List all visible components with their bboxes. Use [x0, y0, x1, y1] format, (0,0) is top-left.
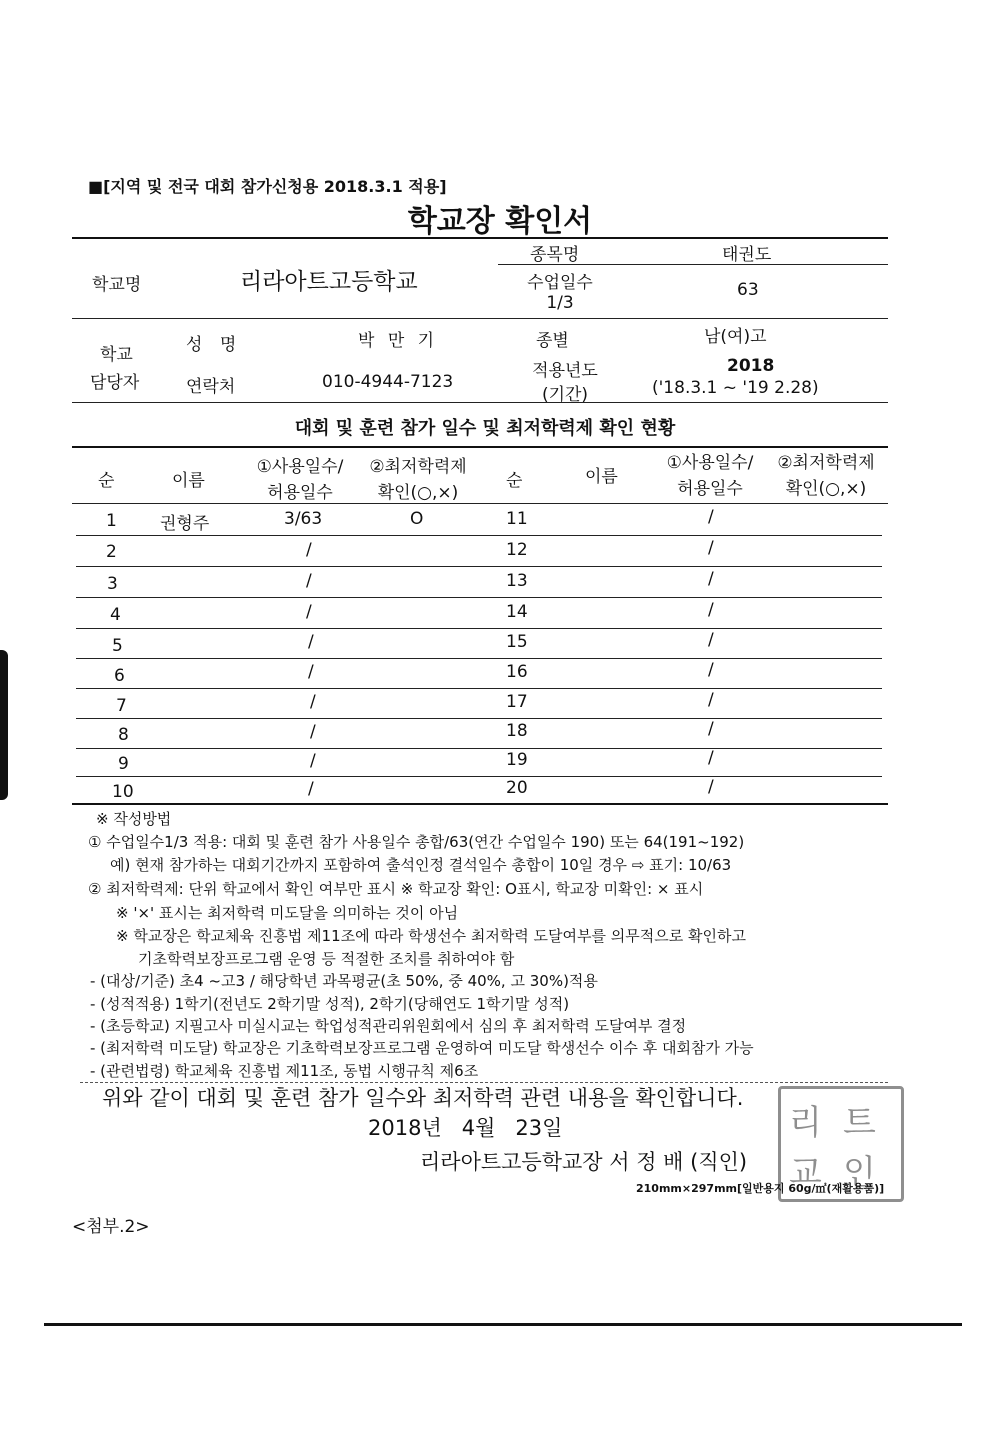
- row-no: 1: [106, 511, 117, 531]
- row-no: 15: [506, 632, 528, 652]
- row-line: [76, 566, 882, 567]
- col-name-right: 이름: [585, 467, 618, 487]
- table-bottom-line: [72, 803, 888, 805]
- note-item: ※ 학교장은 학교체육 진흥법 제11조에 따라 학생선수 최저학력 도달여부를 의무적으로 확인하고: [116, 927, 746, 945]
- row-no: 16: [506, 662, 528, 682]
- row-days: /: [306, 540, 312, 560]
- table-header-line: [72, 503, 888, 504]
- row-no: 9: [118, 754, 129, 774]
- row-line: [76, 535, 882, 536]
- row-days: /: [708, 569, 714, 589]
- row-no: 7: [116, 696, 127, 716]
- col-days: ①사용일수/: [256, 457, 344, 477]
- confirm-date: 2018년 4월 23일: [368, 1116, 563, 1140]
- row-line: [76, 628, 882, 629]
- note-item: - (성적적용) 1학기(전년도 2학기말 성적), 2학기(당해연도 1학기말 성적): [90, 995, 570, 1013]
- footer-line: [44, 1323, 962, 1326]
- row-no: 8: [118, 725, 129, 745]
- event-label: 종목명: [530, 245, 580, 265]
- col-check: ②최저학력제: [369, 457, 467, 477]
- section-title: 대회 및 훈련 참가 일수 및 최저학력제 확인 현황: [294, 418, 676, 439]
- paper-spec: 210mm×297mm[일반용지 60g/㎡(재활용품)]: [636, 1182, 885, 1195]
- header-note: ■[지역 및 전국 대회 참가신청용 2018.3.1 적용]: [88, 177, 447, 196]
- row-days: /: [308, 662, 314, 682]
- row-line: [76, 597, 882, 598]
- row-days: /: [310, 751, 316, 771]
- col-name: 이름: [172, 471, 205, 491]
- row-days: /: [308, 779, 314, 799]
- info-top-line: [72, 237, 888, 239]
- note-item: - (초등학교) 지필고사 미실시교는 학업성적관리위원회에서 심의 후 최저학력 도달여부 결정: [90, 1017, 687, 1035]
- row-line: [76, 776, 882, 777]
- note-item: - (최저학력 미도달) 학교장은 기초학력보장프로그램 운영하여 미도달 학생선수 이수 후 대회참가 가능: [90, 1039, 754, 1057]
- staff-label-2: 담당자: [90, 373, 140, 393]
- col-check-right: ②최저학력제: [777, 453, 875, 473]
- row-days: /: [708, 719, 714, 739]
- row-days: /: [708, 507, 714, 527]
- col-days-right: ①사용일수/: [666, 453, 754, 473]
- row-no: 20: [506, 778, 528, 798]
- note-item: ※ '×' 표시는 최저학력 미도달을 의미하는 것이 아님: [116, 904, 459, 922]
- row-no: 3: [107, 574, 118, 594]
- row-days: /: [708, 600, 714, 620]
- row-no: 12: [506, 540, 528, 560]
- days-label: 수업일수: [527, 273, 593, 293]
- row-no: 4: [110, 605, 121, 625]
- row-days: /: [308, 632, 314, 652]
- row-days: /: [310, 692, 316, 712]
- row-days: /: [708, 538, 714, 558]
- col-days-right-2: 허용일수: [677, 479, 743, 499]
- school-seal-stamp: 리 트 교 인: [778, 1086, 904, 1202]
- confirm-statement: 위와 같이 대회 및 훈련 참가 일수와 최저학력 관련 내용을 확인합니다.: [102, 1086, 744, 1110]
- school-label: 학교명: [92, 275, 142, 295]
- note-item: - (관련법령) 학교체육 진흥법 제11조, 동법 시행규칙 제6조: [90, 1062, 479, 1080]
- row-check: O: [410, 509, 424, 529]
- name-label: 성 명: [186, 335, 243, 355]
- note-item: 기초학력보장프로그램 운영 등 적절한 조치를 취하여야 함: [138, 950, 515, 968]
- col-check-right-2: 확인(○,×): [785, 479, 867, 499]
- row-no: 2: [106, 542, 117, 562]
- type-label: 종별: [536, 331, 569, 351]
- row-days: /: [310, 722, 316, 742]
- days-label-fraction: 1/3: [546, 293, 574, 313]
- row-no: 10: [112, 782, 134, 802]
- info-line: [72, 318, 888, 319]
- row-line: [76, 658, 882, 659]
- row-line: [76, 718, 882, 719]
- contact-label: 연락처: [186, 377, 236, 397]
- year-label-2: (기간): [541, 385, 589, 405]
- confirm-signer: 리라아트고등학교장 서 정 배 (직인): [420, 1150, 748, 1174]
- row-no: 5: [112, 636, 123, 656]
- attachment-label: <첨부.2>: [72, 1217, 150, 1237]
- year-label: 적용년도: [532, 361, 598, 381]
- row-no: 6: [114, 666, 125, 686]
- row-no: 19: [506, 750, 528, 770]
- row-no: 13: [506, 571, 528, 591]
- note-item: ② 최저학력제: 단위 학교에서 확인 여부만 표시 ※ 학교장 확인: O표시, 학교장 미확인: × 표시: [88, 880, 704, 898]
- contact-value: 010-4944-7123: [322, 372, 454, 392]
- col-no: 순: [98, 471, 115, 491]
- period-value: ('18.3.1 ~ '19 2.28): [652, 378, 819, 398]
- row-line: [76, 748, 882, 749]
- col-no-right: 순: [506, 471, 523, 491]
- row-days: /: [708, 777, 714, 797]
- notes-heading: ※ 작성방법: [96, 810, 172, 828]
- note-item: - (대상/기준) 초4 ~고3 / 해당학년 과목평균(초 50%, 중 40%, 고 30%)적용: [90, 972, 598, 990]
- year-value: 2018: [727, 356, 775, 376]
- row-days: /: [306, 571, 312, 591]
- row-no: 11: [506, 509, 528, 529]
- staff-label: 학교: [100, 345, 133, 365]
- row-days: /: [306, 602, 312, 622]
- row-name: 권형주: [160, 514, 210, 534]
- name-value: 박 만 기: [358, 331, 439, 351]
- row-no: 18: [506, 721, 528, 741]
- page-title: 학교장 확인서: [407, 204, 593, 239]
- row-no: 17: [506, 692, 528, 712]
- note-item: 예) 현재 참가하는 대회기간까지 포함하여 출석인정 결석일수 총합이 10일 경우 ⇨ 표기: 10/63: [110, 856, 732, 874]
- school-value: 리라아트고등학교: [240, 269, 418, 295]
- info-line: [72, 402, 888, 403]
- row-days: /: [708, 748, 714, 768]
- type-value: 남(여)고: [704, 327, 767, 347]
- days-value: 63: [737, 280, 759, 300]
- row-days: /: [708, 690, 714, 710]
- row-days: 3/63: [284, 509, 323, 529]
- note-item: ① 수업일수1/3 적용: 대회 및 훈련 참가 사용일수 총합/63(연간 수업일수 190) 또는 64(191~192): [88, 833, 745, 851]
- col-days-2: 허용일수: [267, 483, 333, 503]
- row-line: [76, 688, 882, 689]
- event-value: 태권도: [722, 245, 772, 265]
- col-check-2: 확인(○,×): [377, 483, 459, 503]
- scan-edge-shadow: [0, 650, 8, 800]
- row-days: /: [708, 630, 714, 650]
- row-days: /: [708, 660, 714, 680]
- row-no: 14: [506, 602, 528, 622]
